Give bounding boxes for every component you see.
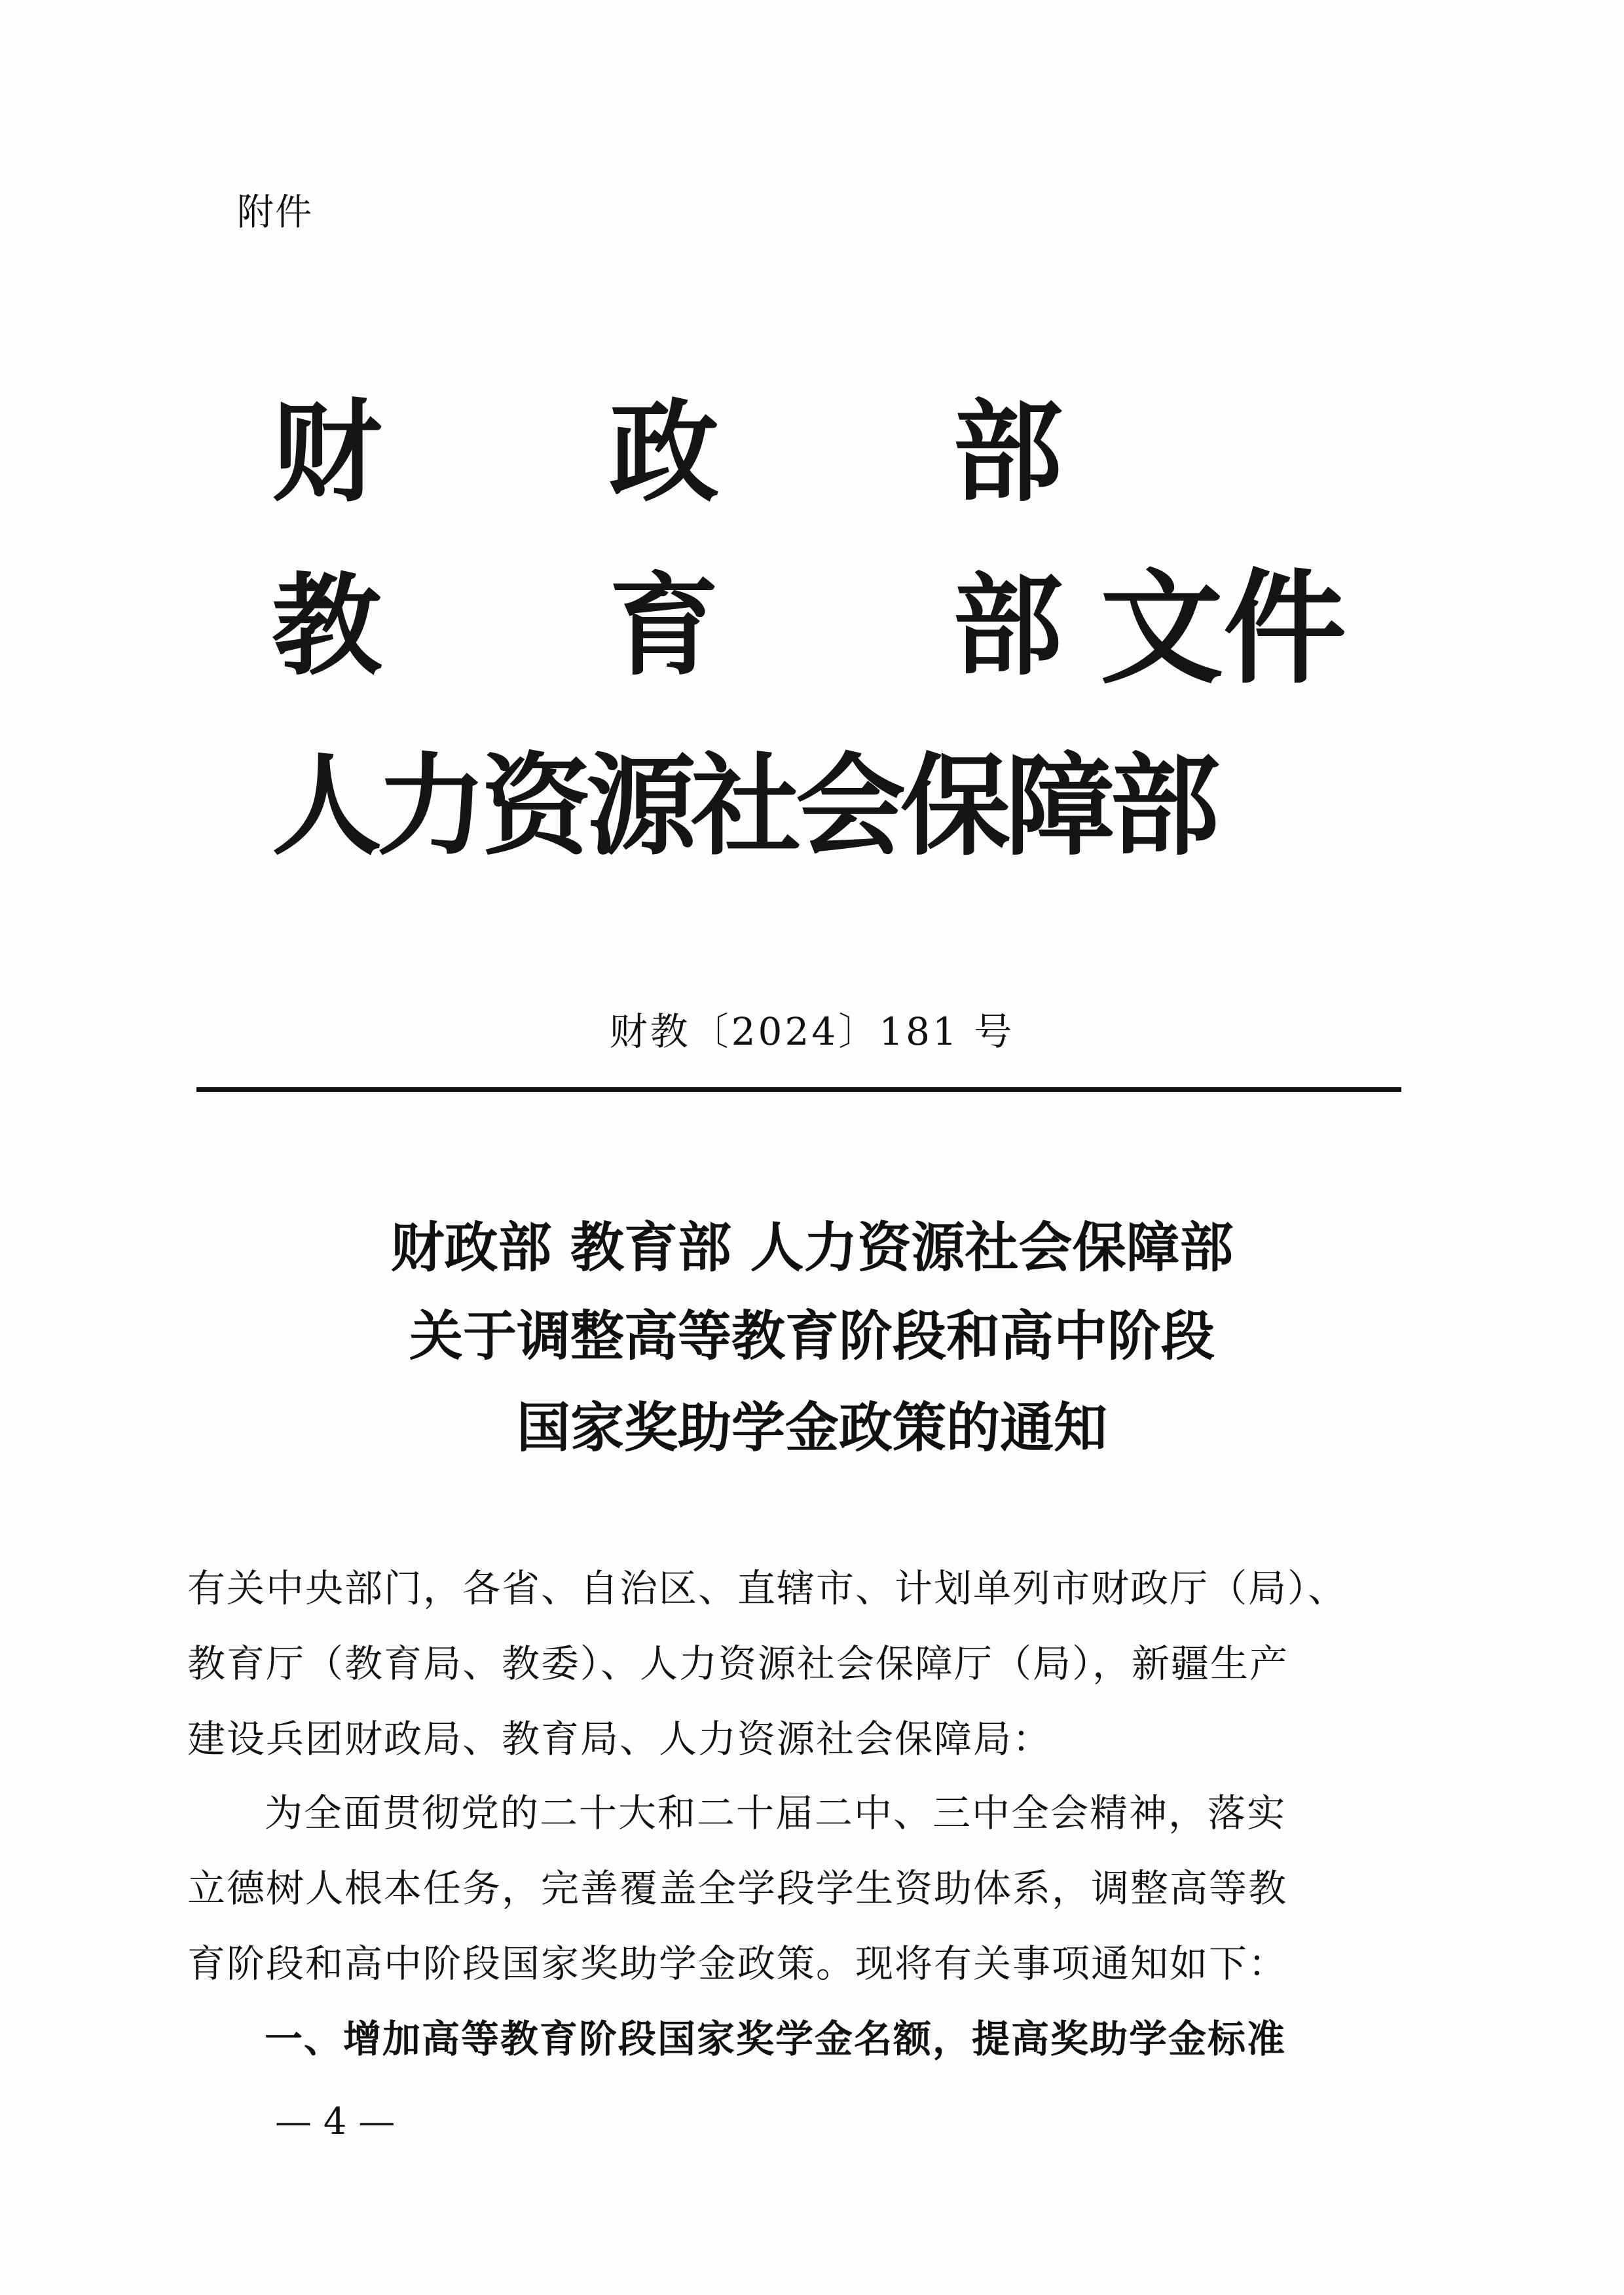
intro-line-2: 立德树人根本任务，完善覆盖全学段学生资助体系，调整高等教 [187, 1866, 1288, 1911]
header-char-bu-1: 部 [953, 387, 1063, 517]
page-number: — 4 — [275, 2100, 396, 2143]
intro-line-1: 为全面贯彻党的二十大和二十届二中、三中全会精神，落实 [265, 1791, 1287, 1835]
addressee-line-1: 有关中央部门，各省、自治区、直辖市、计划单列市财政厅（局）、 [187, 1566, 1348, 1611]
title-line-3: 国家奖助学金政策的通知 [516, 1396, 1107, 1459]
section-1-heading: 一、增加高等教育阶段国家奖学金名额，提高奖助学金标准 [265, 2017, 1287, 2061]
header-ministry-hrss: 人力资源社会保障部 [272, 741, 1215, 870]
addressee-line-3: 建设兵团财政局、教育局、人力资源社会保障局： [187, 1717, 1052, 1761]
document-number: 财教〔2024〕181 号 [609, 1009, 1015, 1054]
addressee-line-2: 教育厅（教育局、教委）、人力资源社会保障厅（局），新疆生产 [187, 1641, 1289, 1686]
header-char-jiao: 教 [272, 561, 382, 690]
header-divider [196, 1087, 1401, 1092]
title-line-1: 财政部 教育部 人力资源社会保障部 [390, 1216, 1234, 1279]
header-char-zheng: 政 [609, 387, 719, 517]
header-char-bu-2: 部 [953, 561, 1063, 690]
header-wenjian: 文件 [1100, 556, 1346, 701]
attachment-label: 附件 [237, 191, 313, 234]
header-char-yu: 育 [609, 561, 719, 690]
title-line-2: 关于调整高等教育阶段和高中阶段 [409, 1305, 1215, 1368]
intro-line-3: 育阶段和高中阶段国家奖助学金政策。现将有关事项通知如下： [187, 1941, 1288, 1986]
header-char-cai: 财 [272, 387, 382, 517]
